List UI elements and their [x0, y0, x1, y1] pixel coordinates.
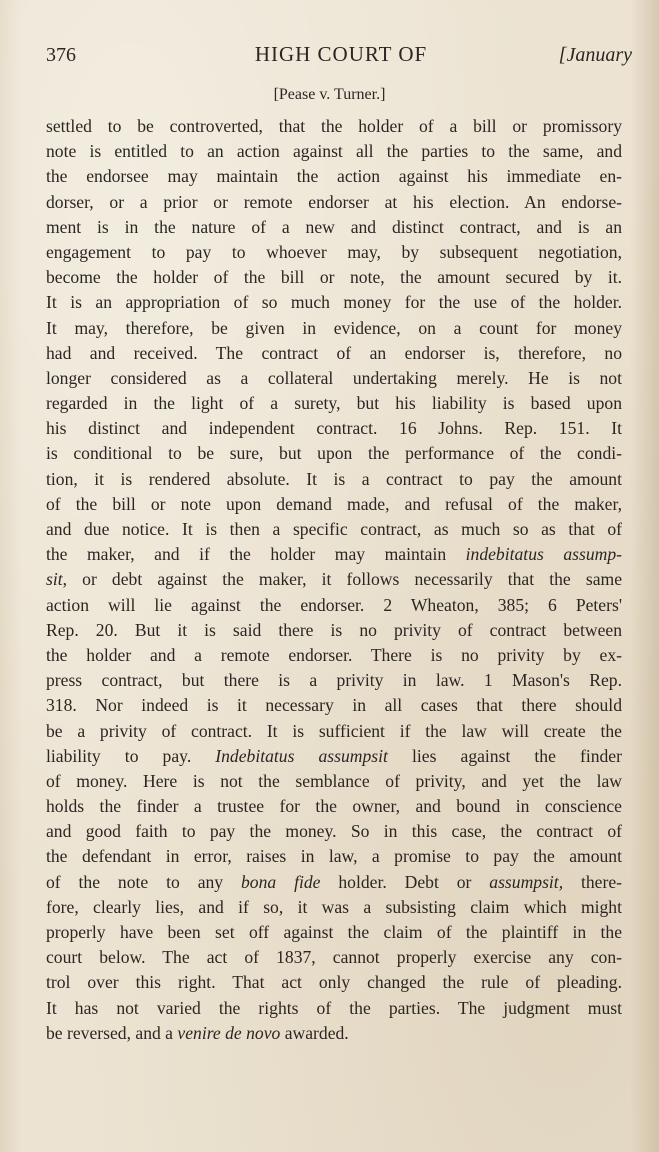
text-line	[46, 567, 622, 592]
text-line	[46, 996, 622, 1021]
body-text	[46, 114, 622, 1046]
text-segment: It may, therefore, be given in evidence, on a count for money	[46, 317, 622, 338]
text-line	[46, 794, 622, 819]
text-segment: awarded.	[280, 1022, 349, 1043]
text-line	[46, 391, 622, 416]
text-segment: fore, clearly lies, and if so, it was a subsisting claim which might	[46, 896, 622, 917]
italic-text-segment: bona fide	[241, 871, 321, 892]
text-line	[46, 215, 622, 240]
text-segment: the endorsee may maintain the action against his immediate en-	[46, 166, 622, 187]
text-line	[46, 870, 622, 895]
text-line	[46, 441, 622, 466]
text-segment: action will lie against the endorser. 2 Wheaton, 385; 6 Peters'	[46, 594, 622, 615]
text-segment: note is entitled to an action against all the parties to the same, and	[46, 141, 622, 162]
running-header-month: [January	[558, 44, 632, 66]
text-line	[46, 316, 622, 341]
text-segment: court below. The act of 1837, cannot properly exercise any con-	[46, 947, 622, 968]
text-line	[46, 265, 622, 290]
case-reference: [Pease v. Turner.]	[273, 86, 386, 103]
text-segment: is conditional to be sure, but upon the performance of the condi-	[46, 443, 622, 464]
text-segment: ment is in the nature of a new and distinct contract, and is an	[46, 216, 622, 237]
text-segment: lies against the finder	[387, 745, 622, 766]
text-segment: of money. Here is not the semblance of privity, and yet the law	[46, 770, 622, 791]
text-line	[46, 467, 622, 492]
text-line	[46, 240, 622, 265]
text-line	[46, 114, 622, 139]
text-segment: dorser, or a prior or remote endorser at his election. An endorse-	[46, 191, 622, 212]
text-segment: there-	[563, 871, 623, 892]
text-segment: regarded in the light of a surety, but his liability is based upon	[46, 393, 622, 414]
text-segment: his distinct and independent contract. 16 Johns. Rep. 151. It	[46, 418, 622, 439]
running-title: HIGH COURT OF	[254, 42, 428, 66]
italic-text-segment: assumpsit,	[489, 871, 564, 892]
text-line	[46, 895, 622, 920]
page-number: 376	[46, 44, 76, 66]
italic-text-segment: venire de novo	[177, 1022, 281, 1043]
text-segment: of the note to any	[46, 871, 241, 892]
text-line	[46, 290, 622, 315]
text-segment: the defendant in error, raises in law, a promise to pay the amount	[46, 846, 622, 867]
text-line	[46, 769, 622, 794]
text-segment: trol over this right. That act only changed the rule of pleading.	[46, 972, 622, 993]
text-line	[46, 366, 622, 391]
text-line	[46, 744, 622, 769]
text-segment: be reversed, and a	[46, 1022, 178, 1043]
text-segment: 318. Nor indeed is it necessary in all cases that there should	[46, 695, 622, 716]
text-segment: It is an appropriation of so much money for the use of the holder.	[46, 292, 622, 313]
text-line	[46, 844, 622, 869]
text-segment: , or debt against the maker, it follows necessarily that the same	[62, 569, 622, 590]
text-segment: longer considered as a collateral undertaking merely. He is not	[46, 367, 622, 388]
text-line	[46, 190, 622, 215]
text-line	[46, 139, 622, 164]
text-segment: and due notice. It is then a specific contract, as much so as that of	[46, 519, 622, 539]
text-segment: holds the finder a trustee for the owner, and bound in conscience	[46, 796, 622, 817]
text-line	[46, 693, 622, 718]
text-line	[46, 542, 622, 567]
text-segment: settled to be controverted, that the holder of a bill or promissory	[46, 116, 622, 136]
text-line	[46, 618, 622, 643]
text-segment: engagement to pay to whoever may, by subsequent negotiation,	[46, 241, 622, 262]
text-line	[46, 1021, 622, 1046]
text-line	[46, 945, 622, 970]
text-line	[46, 668, 622, 693]
text-line	[46, 819, 622, 844]
italic-text-segment: sit	[46, 569, 63, 590]
text-segment: It has not varied the rights of the parties. The judgment must	[46, 997, 622, 1018]
text-line	[46, 517, 622, 542]
text-line	[46, 341, 622, 366]
text-segment: the holder and a remote endorser. There is no privity by ex-	[46, 644, 622, 665]
text-segment: of the bill or note upon demand made, and refusal of the maker,	[46, 493, 622, 514]
text-segment: and good faith to pay the money. So in this case, the contract of	[46, 821, 622, 842]
text-line	[46, 593, 622, 618]
text-line	[46, 416, 622, 441]
text-line	[46, 164, 622, 189]
text-segment: properly have been set off against the claim of the plaintiff in the	[46, 922, 622, 942]
text-line	[46, 492, 622, 517]
text-segment: Rep. 20. But it is said there is no privity of contract between	[46, 619, 622, 640]
italic-text-segment: Indebitatus assumpsit	[215, 745, 388, 766]
text-line	[46, 719, 622, 744]
text-segment: press contract, but there is a privity in law. 1 Mason's Rep.	[46, 670, 622, 691]
text-segment: tion, it is rendered absolute. It is a contract to pay the amount	[46, 468, 622, 489]
text-line	[46, 970, 622, 995]
text-segment: the maker, and if the holder may maintain	[46, 544, 466, 565]
page-header	[46, 44, 636, 74]
text-segment: liability to pay.	[46, 745, 216, 766]
text-segment: be a privity of contract. It is sufficient if the law will create the	[46, 720, 622, 741]
text-segment: holder. Debt or	[320, 871, 490, 892]
text-segment: had and received. The contract of an endorser is, therefore, no	[46, 342, 622, 363]
text-line	[46, 643, 622, 668]
text-line	[46, 920, 622, 945]
text-segment: become the holder of the bill or note, the amount secured by it.	[46, 267, 622, 288]
italic-text-segment: indebitatus assump-	[465, 544, 622, 565]
